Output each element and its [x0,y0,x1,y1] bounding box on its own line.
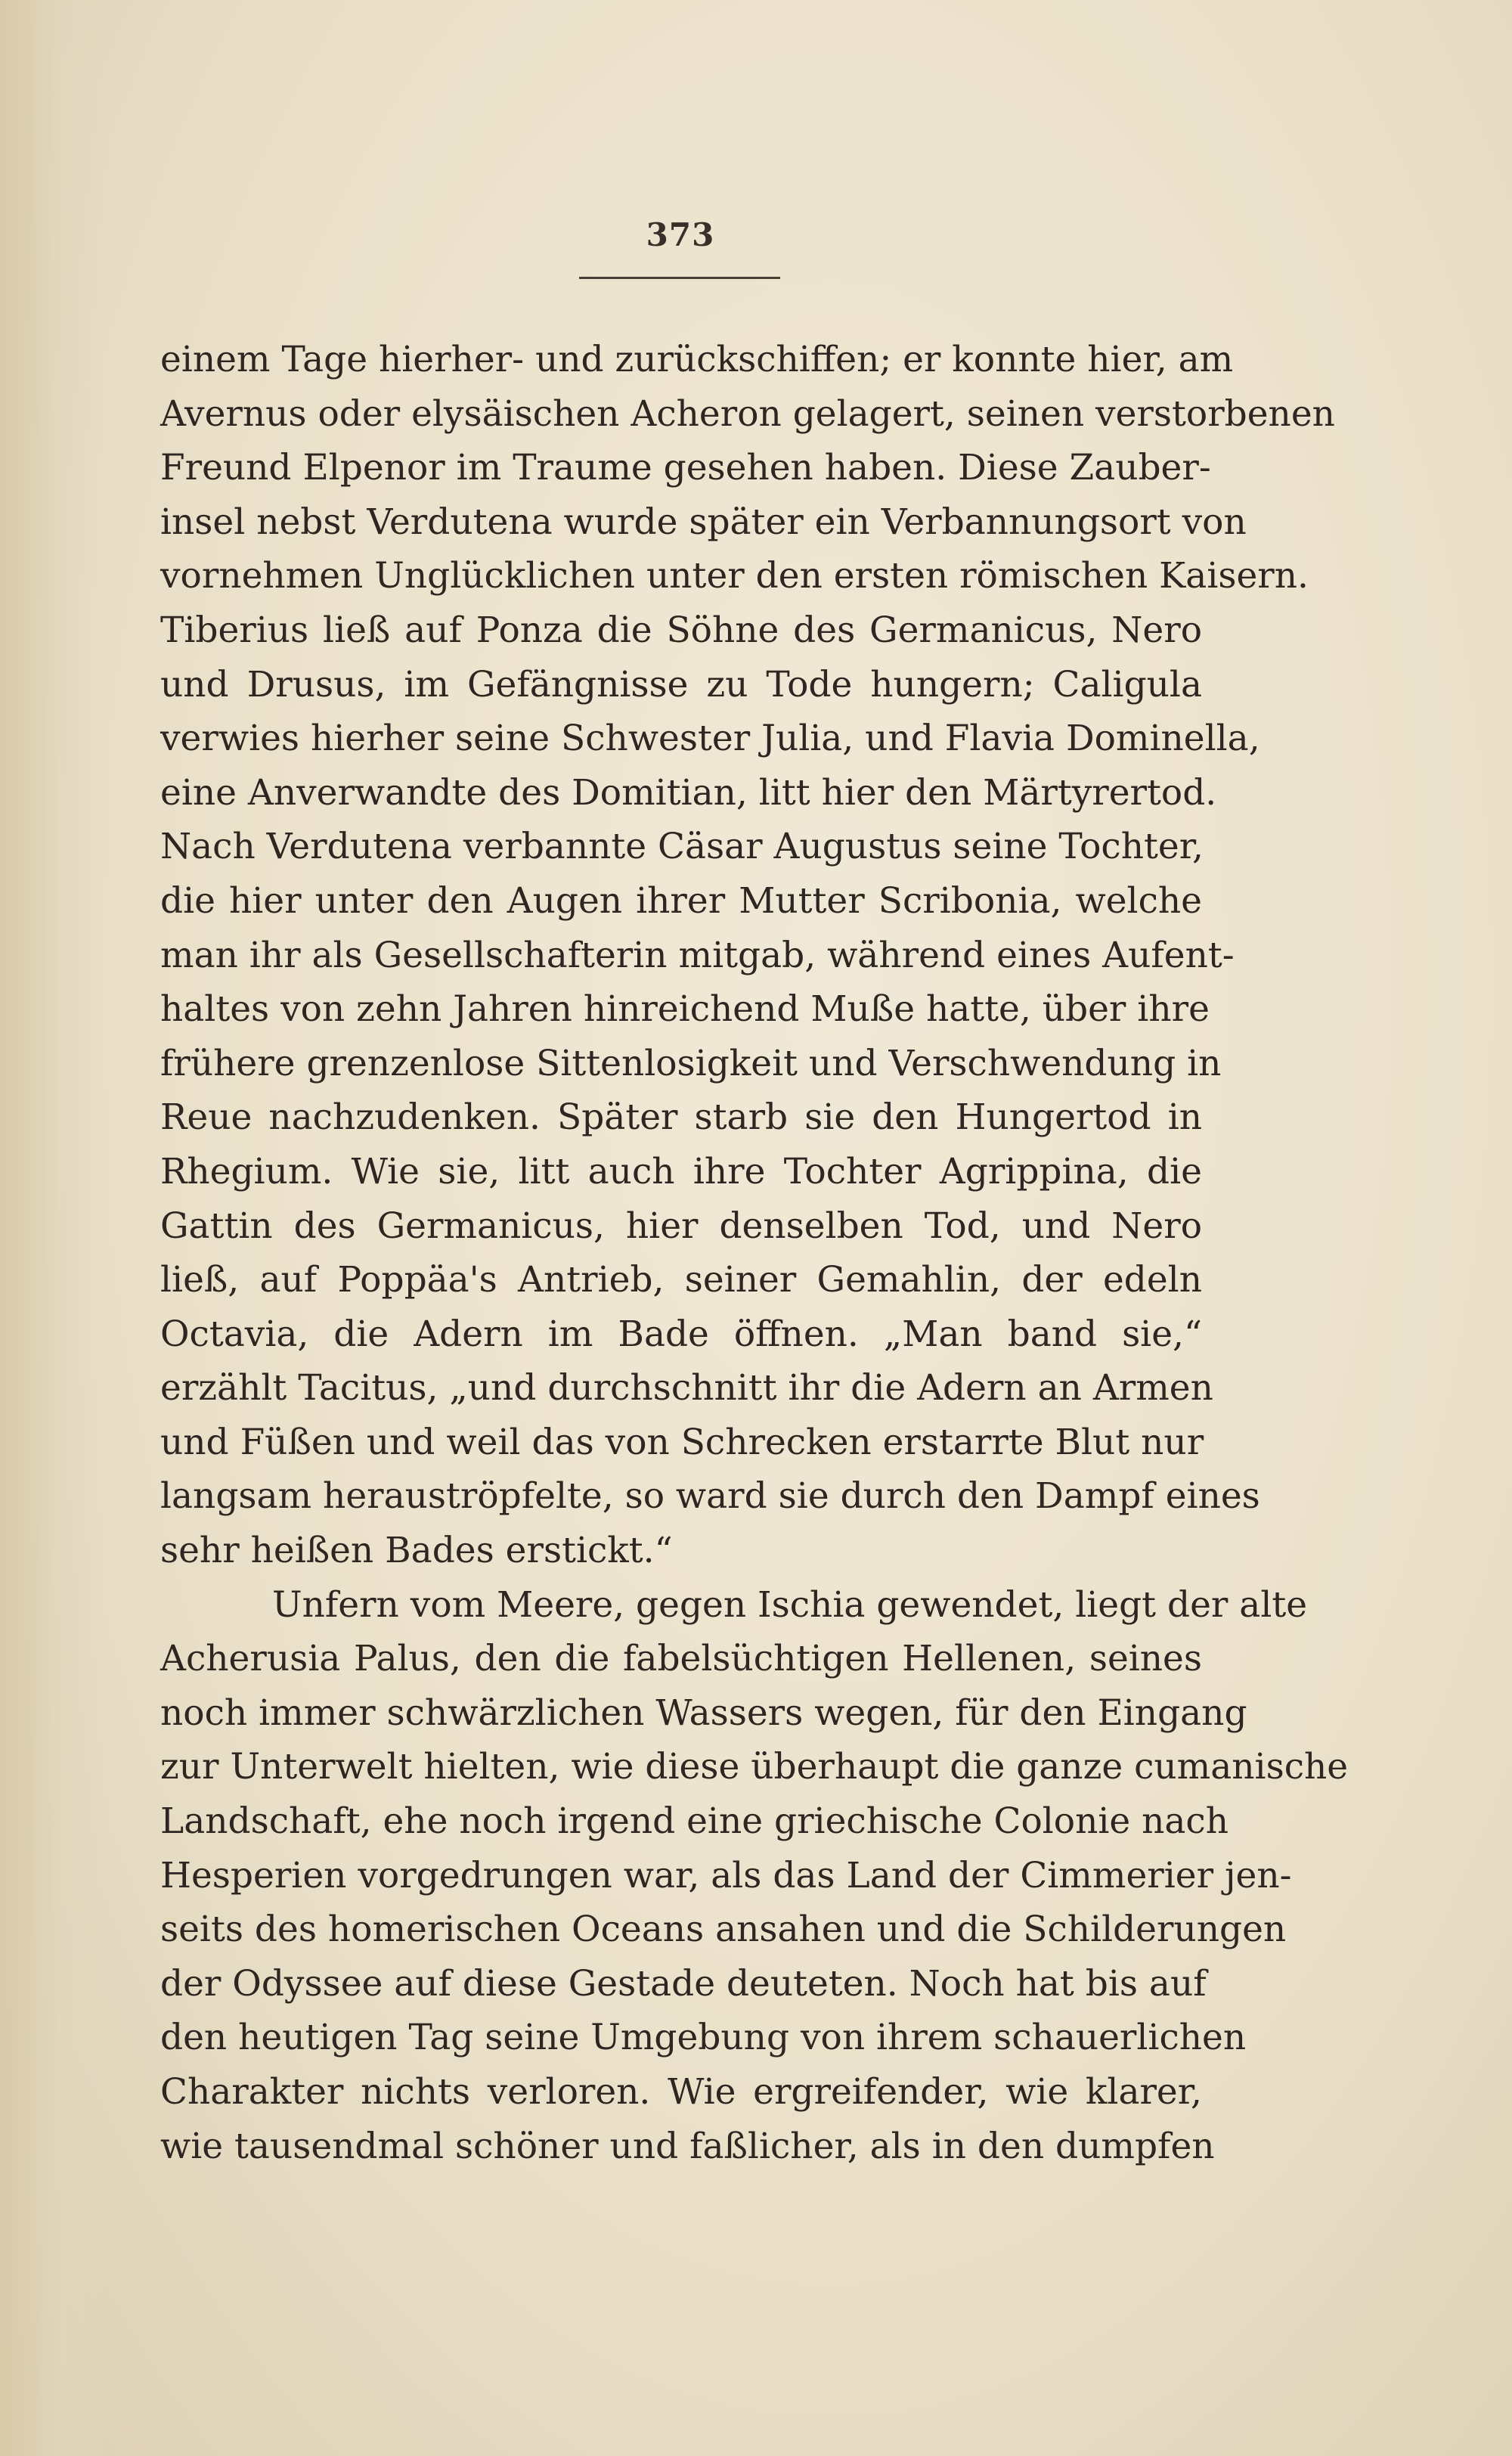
text-line: Charakter nichts verloren. Wie ergreifender, wie klarer, [160,2071,1202,2113]
paragraph-start-line: Unfern vom Meere, gegen Ischia gewendet, liegt der alte [272,1583,1308,1626]
text-line: noch immer schwärzlichen Wassers wegen, für den Eingang [160,1692,1247,1734]
text-line: frühere grenzenlose Sittenlosigkeit und Verschwendung in [160,1042,1222,1084]
text-line: zur Unterwelt hielten, wie diese überhaupt die ganze cumanische [160,1746,1349,1788]
text-line: verwies hierher seine Schwester Julia, und Flavia Dominella, [160,718,1260,760]
text-line: der Odyssee auf diese Gestade deuteten. Noch hat bis auf [160,1962,1207,2005]
text-line: erzählt Tacitus, „und durchschnitt ihr die Adern an Armen [160,1367,1213,1409]
text-line: insel nebst Verdutena wurde später ein Verbannungsort von [160,501,1247,543]
text-line: ließ, auf Poppäa's Antrieb, seiner Gemahlin, der edeln [160,1259,1202,1301]
body-text [160,333,1349,2173]
text-line: Octavia, die Adern im Bade öffnen. „Man band sie,“ [160,1313,1202,1355]
text-line: eine Anverwandte des Domitian, litt hier den Märtyrertod. [160,771,1217,814]
text-line: wie tausendmal schöner und faßlicher, als in den dumpfen [160,2125,1215,2167]
header-rule [579,277,780,279]
text-line: Rhegium. Wie sie, litt auch ihre Tochter Agrippina, die [160,1150,1202,1192]
text-line: Landschaft, ehe noch irgend eine griechische Colonie nach [160,1800,1229,1843]
text-line: Nach Verdutena verbannte Cäsar Augustus seine Tochter, [160,826,1204,868]
text-line: und Füßen und weil das von Schrecken erstarrte Blut nur [160,1421,1204,1463]
text-line: Gattin des Germanicus, hier denselben Tod, und Nero [160,1205,1202,1247]
binding-gutter-shadow [0,0,106,2456]
text-line: Tiberius ließ auf Ponza die Söhne des Germanicus, Nero [160,609,1202,651]
text-line: den heutigen Tag seine Umgebung von ihrem schauerlichen [160,2017,1247,2059]
page-number: 373 [646,216,715,253]
text-line: man ihr als Gesellschafterin mitgab, während eines Aufent- [160,934,1235,976]
text-line: seits des homerischen Oceans ansahen und die Schilderungen [160,1909,1287,1951]
text-line: die hier unter den Augen ihrer Mutter Scribonia, welche [160,879,1202,922]
paragraph-end-line: sehr heißen Bades erstickt.“ [160,1530,673,1572]
text-line: vornehmen Unglücklichen unter den ersten römischen Kaisern. [160,555,1309,597]
text-line: Avernus oder elysäischen Acheron gelagert, seinen verstorbenen [160,392,1335,435]
text-line: Reue nachzudenken. Später starb sie den Hungertod in [160,1096,1202,1139]
text-line: Freund Elpenor im Traume gesehen haben. Diese Zauber- [160,447,1211,489]
text-line: haltes von zehn Jahren hinreichend Muße hatte, über ihre [160,988,1210,1031]
text-line: einem Tage hierher- und zurückschiffen; er konnte hier, am [160,339,1234,380]
text-line: langsam herauströpfelte, so ward sie durch den Dampf eines [160,1475,1260,1518]
text-line: Hesperien vorgedrungen war, als das Land der Cimmerier jen- [160,1854,1292,1896]
text-line: und Drusus, im Gefängnisse zu Tode hungern; Caligula [160,663,1202,705]
text-line: Acherusia Palus, den die fabelsüchtigen Hellenen, seines [160,1638,1202,1680]
